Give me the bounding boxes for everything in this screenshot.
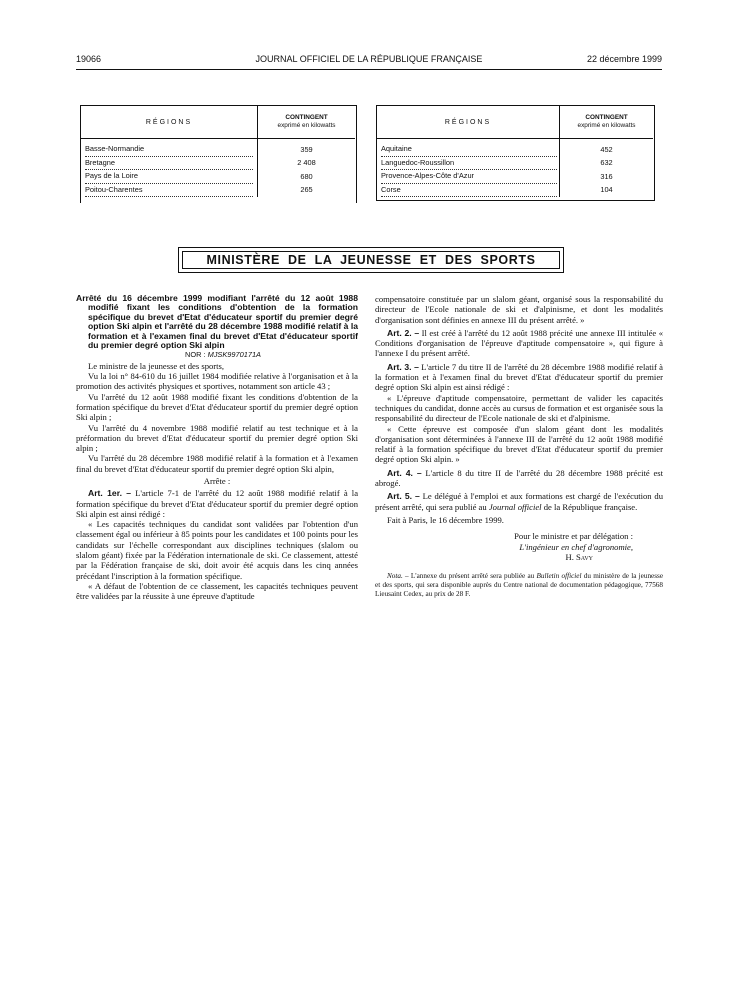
table-row: Aquitaine 452	[377, 139, 653, 157]
left-column	[76, 294, 358, 602]
paragraph: « Cette épreuve est composée d'un slalom géant dont les modalités d'organisation sont déterminées à l'annexe III de l'arrêté du 12 août 1988 modifié relatif à la formation spécifique du brevet d'Etat d'éducateur sportif du premier degré option Ski alpin. »	[375, 423, 663, 465]
table-row: Provence-Alpes-Côte d'Azur 316	[377, 170, 653, 184]
paragraph: compensatoire constituée par un slalom géant, organisé sous la responsabilité du directeur de l'Ecole nationale de ski et d'alpinisme, et dont les modalités d'organisation sont définies en annexe III du présent arrêté. »	[375, 294, 663, 325]
signature-line-1: Pour le ministre et par délégation :	[514, 531, 633, 542]
paragraph: Vu la loi n° 84-610 du 16 juillet 1984 modifiée relative à l'organisation et à la promotion des activités physiques et sportives, notamment son article 43 ;	[76, 371, 358, 392]
left-col-contingent: CONTINGENT exprimé en kilowatts	[258, 106, 356, 139]
left-regions-table	[81, 106, 355, 197]
signing-place-date: Fait à Paris, le 16 décembre 1999.	[387, 514, 504, 525]
page-number: 19066	[76, 54, 102, 64]
table-row: Bretagne 2 408	[81, 157, 355, 171]
journal-title: JOURNAL OFFICIEL DE LA RÉPUBLIQUE FRANÇAISE	[255, 54, 483, 64]
nota: Nota. – L'annexe du présent arrêté sera publiée au Bulletin officiel du ministère de la jeunesse et des sports, qui sera disponible auprès du Centre national de documentation pédagogique, 77568 Lieusaint Cedex, au prix de 28 F.	[375, 572, 664, 598]
table-row: Poitou-Charentes 265	[81, 184, 355, 198]
page-header	[76, 54, 662, 68]
header-rule	[76, 69, 662, 70]
ministry-name: MINISTÈRE DE LA JEUNESSE ET DES SPORTS	[182, 251, 560, 269]
table-row: Basse-Normandie 359	[81, 139, 355, 157]
paragraph: « A défaut de l'obtention de ce classement, les capacités techniques peuvent être validées par la réussite à une épreuve d'aptitude	[76, 580, 358, 602]
paragraph: Vu l'arrêté du 28 décembre 1988 modifié relatif à la formation et à l'examen final du brevet d'Etat d'éducateur sportif du premier degré option Ski alpin,	[76, 453, 358, 474]
nor-reference: NOR : MJSK9970171A	[184, 350, 261, 360]
table-row: Corse 104	[377, 184, 653, 198]
paragraph: Vu l'arrêté du 4 novembre 1988 modifié relatif au test technique et à la préformation du brevet d'Etat d'éducateur sportif du premier degré option Ski alpin ;	[76, 422, 358, 454]
ministry-banner	[178, 247, 564, 273]
article-2: Art. 2. – Il est créé à l'arrêté du 12 août 1988 précité une annexe III intitulée « Conditions d'organisation de l'épreuve d'aptitude compensatoire », qui figure à l'annexe I du présent arrêté.	[375, 327, 663, 359]
article-4: Art. 4. – L'article 8 du titre II de l'arrêté du 28 décembre 1988 précité est abrogé.	[375, 467, 663, 489]
issue-date: 22 décembre 1999	[586, 54, 662, 64]
article-5: Art. 5. – Le délégué à l'emploi et aux formations est chargé de l'exécution du présent arrêté, qui sera publié au Journal officiel de la République française.	[375, 491, 664, 512]
paragraph: Vu l'arrêté du 12 août 1988 modifié fixant les conditions d'obtention de la formation spécifique du brevet d'Etat d'éducateur sportif du premier degré option Ski alpin ;	[76, 391, 358, 423]
right-column	[375, 294, 663, 599]
right-regions-table	[377, 106, 653, 197]
arrete-heading: Arrête :	[203, 476, 231, 486]
signature-name: H. Savy	[565, 551, 593, 562]
left-col-region: RÉGIONS	[81, 106, 258, 139]
paragraph: « Les capacités techniques du candidat sont validées par l'obtention d'un classement égal ou inférieur à 85 points pour les candidates et 100 points pour les candidats sur l'échelle correspondant aux disciplines techniques (slalom ou slalom géant) fixée par la Fédération internationale de ski. Ce classement, attesté par la Fédération française de ski, doit avoir été acquis dans les cinq années précédant l'inscription à la formation spécifique.	[76, 519, 358, 581]
article-1: Art. 1er. – L'article 7-1 de l'arrêté du 12 août 1988 modifié relatif à la formation spécifique du brevet d'Etat d'éducateur sportif du premier degré option Ski alpin est ainsi rédigé :	[76, 488, 359, 519]
paragraph: « L'épreuve d'aptitude compensatoire, permettant de valider les capacités techniques du candidat, donne accès au cursus de formation et est organisée sous la responsabilité du directeur de l'Ecole nationale de ski et d'alpinisme.	[375, 392, 663, 424]
right-col-region: RÉGIONS	[377, 106, 560, 139]
article-3: Art. 3. – L'article 7 du titre II de l'arrêté du 28 décembre 1988 modifié relatif à la formation et à l'examen final du brevet d'Etat d'éducateur sportif du premier degré option Ski alpin est ainsi rédigé :	[375, 361, 663, 393]
table-row: Languedoc-Roussillon 632	[377, 157, 653, 171]
paragraph: Le ministre de la jeunesse et des sports,	[88, 360, 225, 371]
right-col-contingent: CONTINGENT exprimé en kilowatts	[560, 106, 654, 139]
decree-title: Arrêté du 16 décembre 1999 modifiant l'arrêté du 12 août 1988 modifié fixant les conditions d'obtention de la formation spécifique du brevet d'Etat d'éducateur sportif du premier degré option Ski alpin et l'arrêté du 28 décembre 1988 modifié relatif à la formation et à l'examen final du brevet d'Etat d'éducateur sportif du premier degré option Ski alpin	[76, 293, 358, 351]
table-row: Pays de la Loire 680	[81, 170, 355, 184]
signature-line-2: L'ingénieur en chef d'agronomie,	[519, 541, 633, 552]
